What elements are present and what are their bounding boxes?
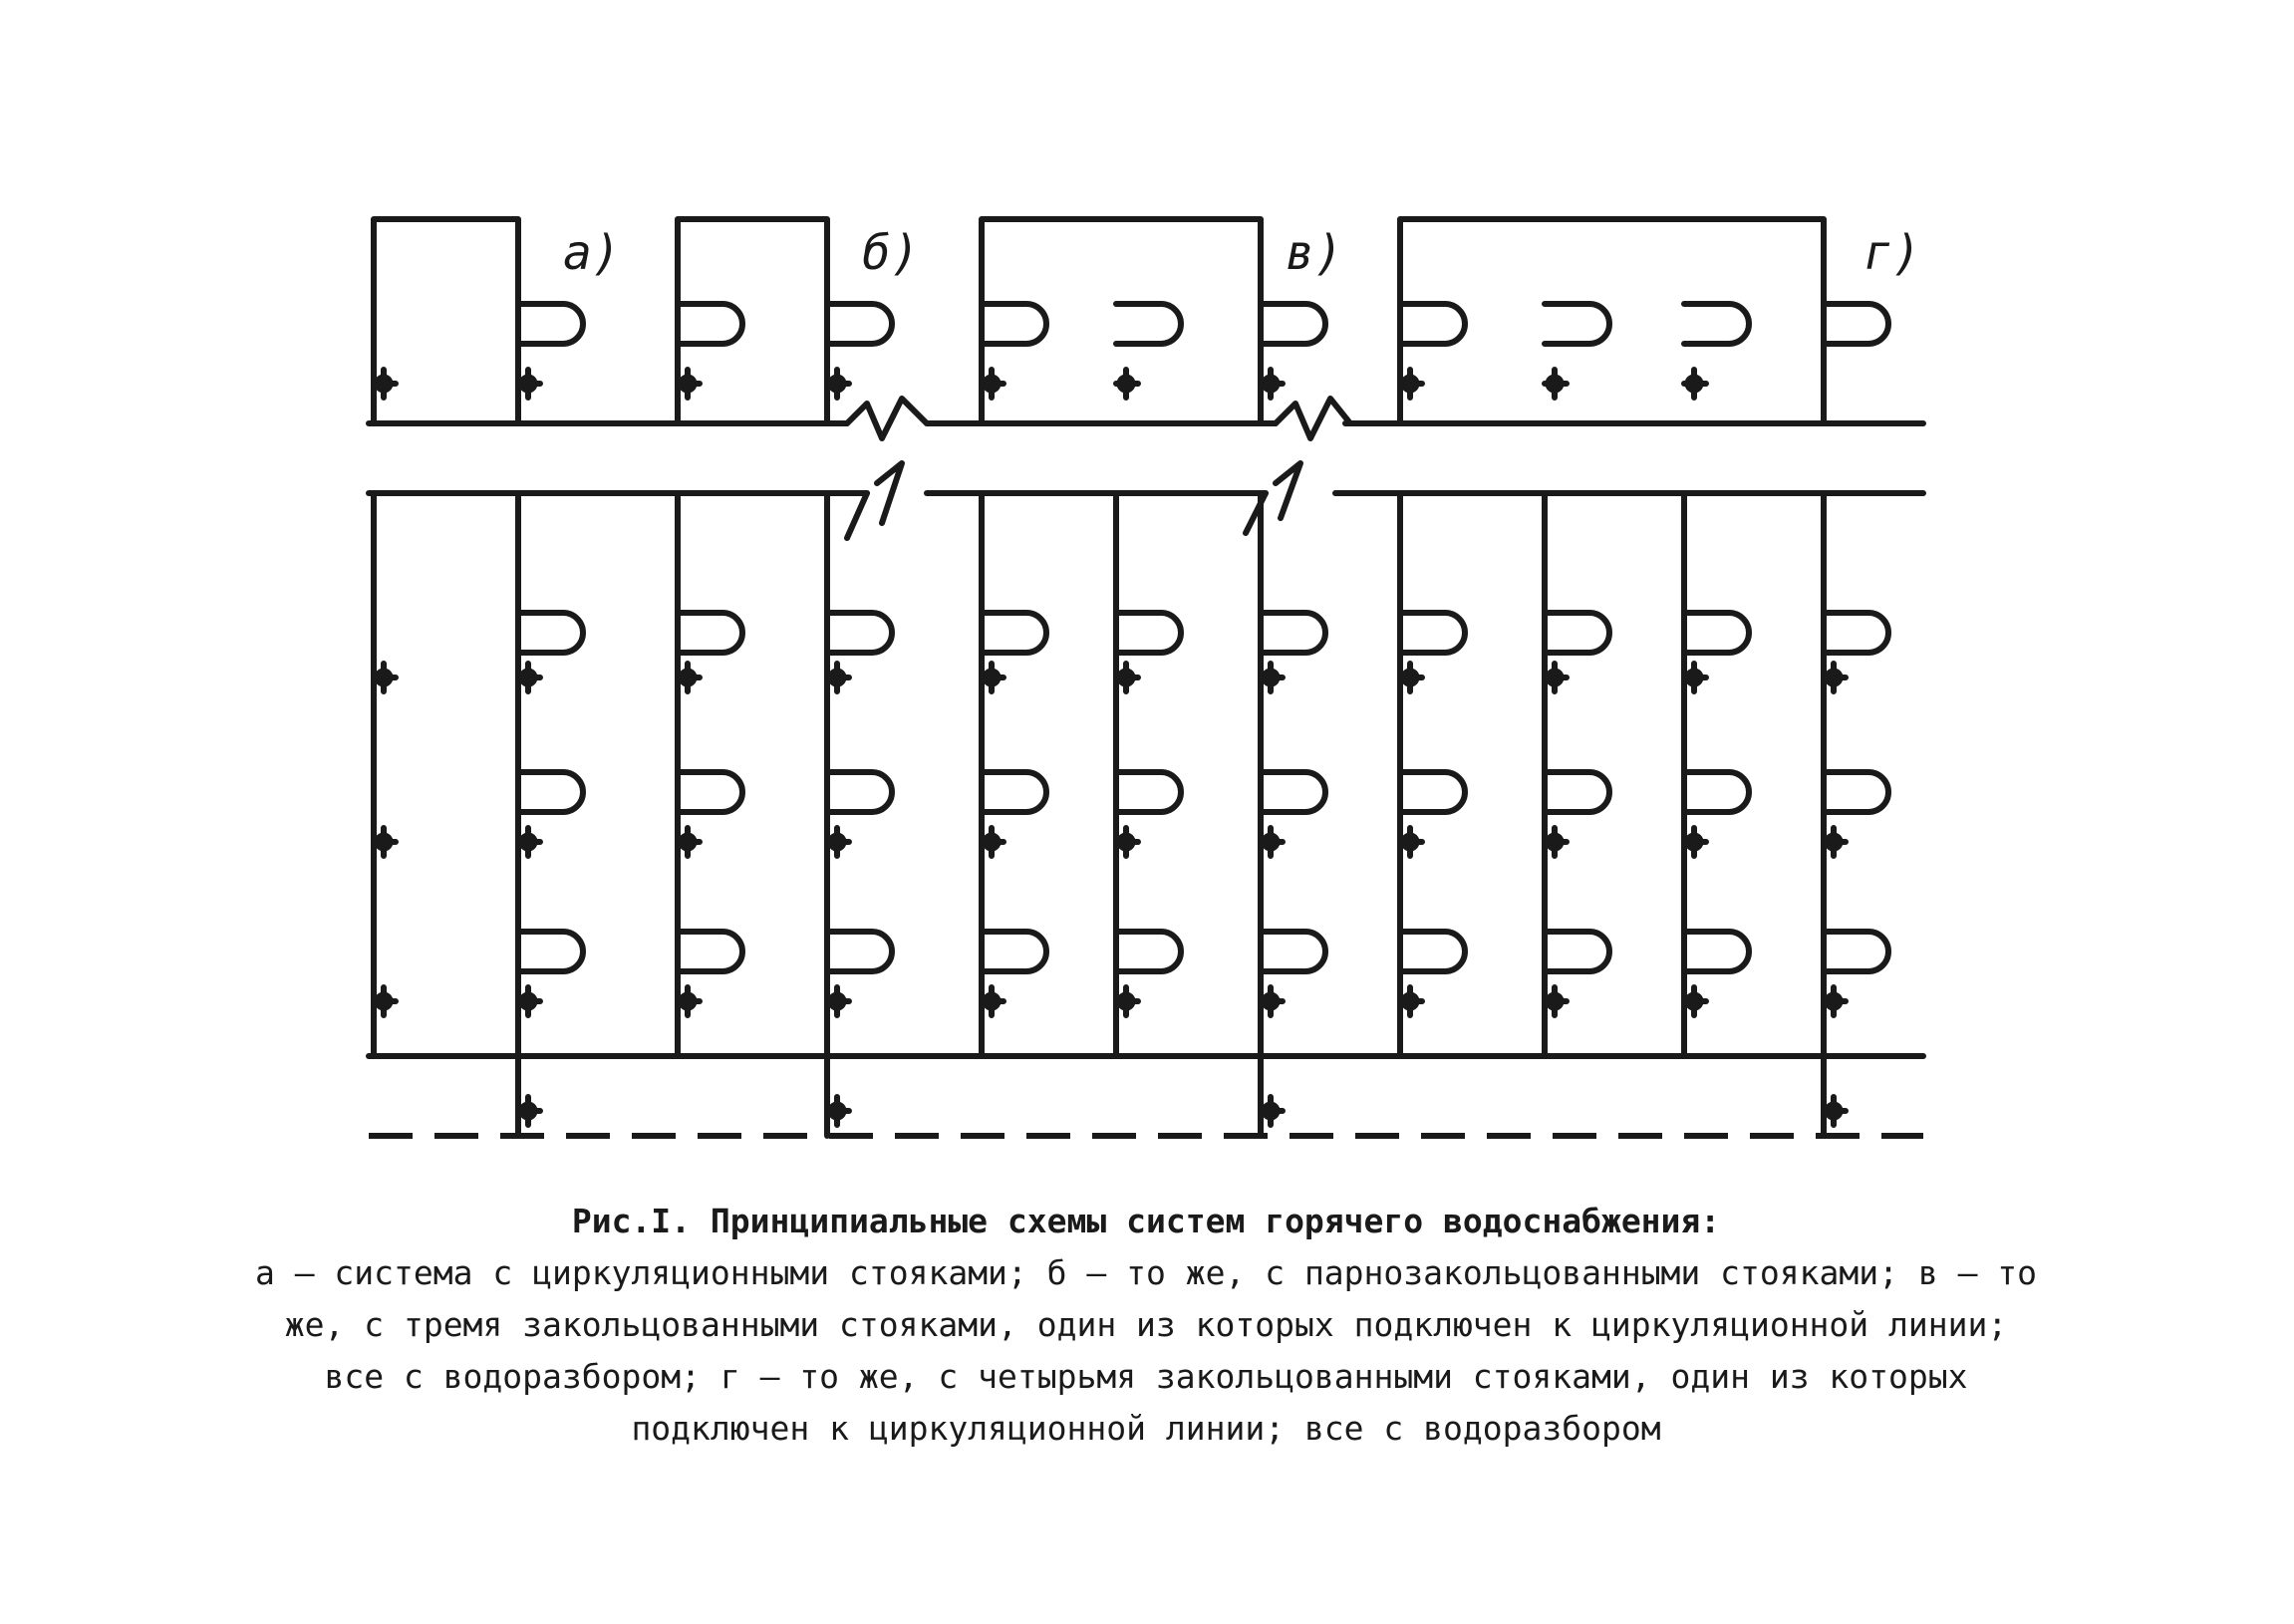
top-loop-6 — [1400, 304, 1465, 344]
riser-loop-10-2 — [1824, 932, 1888, 971]
riser-loop-6-0 — [1261, 613, 1325, 653]
label-scheme-a: а) — [563, 225, 621, 281]
tap-valve-2-0 — [678, 664, 700, 691]
break-mark-1 — [847, 399, 927, 438]
top-loop-9 — [1824, 304, 1888, 344]
riser-loop-1-0 — [518, 613, 583, 653]
figure-caption — [249, 1196, 2043, 1455]
tap-valve-9-1 — [1684, 828, 1706, 856]
pipe-network — [369, 219, 1923, 1136]
tap-valve-4-2 — [982, 987, 1004, 1015]
break-mark-2 — [1276, 399, 1350, 438]
tap-valve-8-0 — [1545, 664, 1567, 691]
tap-valve-2-1 — [678, 828, 700, 856]
caption-title: Рис.I. Принципиальные схемы систем горячего водоснабжения: — [571, 1202, 1721, 1240]
top-tap-valve-0 — [374, 370, 396, 398]
riser-loop-9-2 — [1684, 932, 1749, 971]
riser-loop-3-1 — [827, 772, 892, 812]
tap-valve-6-0 — [1261, 664, 1283, 691]
riser-loop-4-0 — [982, 613, 1046, 653]
tap-valve-7-1 — [1400, 828, 1422, 856]
top-loop-7 — [1545, 304, 1609, 344]
top-tap-valve-1 — [518, 370, 540, 398]
riser-loop-5-2 — [1116, 932, 1181, 971]
riser-loop-3-2 — [827, 932, 892, 971]
riser-loop-5-1 — [1116, 772, 1181, 812]
riser-loop-6-1 — [1261, 772, 1325, 812]
tap-valve-2-2 — [678, 987, 700, 1015]
tap-valve-0-0 — [374, 664, 396, 691]
scheme-labels — [563, 225, 1921, 281]
tap-valve-4-0 — [982, 664, 1004, 691]
top-frame-a — [374, 219, 518, 423]
return-valve-1 — [827, 1097, 849, 1125]
return-valve-0 — [518, 1097, 540, 1125]
tap-valve-1-1 — [518, 828, 540, 856]
tap-valve-10-2 — [1824, 987, 1846, 1015]
tap-valve-8-2 — [1545, 987, 1567, 1015]
tap-valve-10-0 — [1824, 664, 1846, 691]
top-loop-2 — [827, 304, 892, 344]
riser-loop-7-0 — [1400, 613, 1465, 653]
top-frame-v — [982, 219, 1261, 423]
tap-valve-6-2 — [1261, 987, 1283, 1015]
tap-valve-7-2 — [1400, 987, 1422, 1015]
top-tap-valve-4 — [982, 370, 1004, 398]
tap-valve-4-1 — [982, 828, 1004, 856]
riser-loop-9-1 — [1684, 772, 1749, 812]
tap-valve-8-1 — [1545, 828, 1567, 856]
riser-loop-9-0 — [1684, 613, 1749, 653]
tap-valve-5-2 — [1116, 987, 1138, 1015]
tap-valve-3-2 — [827, 987, 849, 1015]
label-scheme-b: б) — [862, 225, 920, 281]
break-mark-3 — [847, 463, 902, 538]
top-loop-0 — [518, 304, 583, 344]
riser-loop-1-1 — [518, 772, 583, 812]
tap-valve-5-1 — [1116, 828, 1138, 856]
top-tap-valve-9 — [1684, 370, 1706, 398]
riser-loop-7-2 — [1400, 932, 1465, 971]
riser-loop-4-1 — [982, 772, 1046, 812]
tap-valve-3-0 — [827, 664, 849, 691]
tap-valve-0-1 — [374, 828, 396, 856]
riser-loop-3-0 — [827, 613, 892, 653]
riser-loop-6-2 — [1261, 932, 1325, 971]
riser-loop-10-1 — [1824, 772, 1888, 812]
riser-loop-2-2 — [678, 932, 742, 971]
riser-loop-8-0 — [1545, 613, 1609, 653]
tap-valve-7-0 — [1400, 664, 1422, 691]
tap-valve-10-1 — [1824, 828, 1846, 856]
top-tap-valve-8 — [1545, 370, 1567, 398]
tap-valve-3-1 — [827, 828, 849, 856]
top-loop-8 — [1684, 304, 1749, 344]
top-tap-valve-3 — [827, 370, 849, 398]
label-scheme-g: г) — [1864, 225, 1921, 281]
tap-valve-1-0 — [518, 664, 540, 691]
tap-valve-9-0 — [1684, 664, 1706, 691]
riser-loop-2-1 — [678, 772, 742, 812]
label-scheme-v: в) — [1286, 225, 1343, 281]
top-loop-1 — [678, 304, 742, 344]
caption-body: а – система с циркуляционными стояками; б – то же, с парнозакольцованными стояками; в – то же, с тремя закольцованными стояками, один из которых подключен к циркуляционной линии; все с водоразбором; г – то же, с четырьмя закольцованными стояками, один из которых подключен к циркуляционной линии; все с водоразбором — [254, 1253, 2038, 1448]
riser-loop-7-1 — [1400, 772, 1465, 812]
riser-loop-8-2 — [1545, 932, 1609, 971]
tap-valve-9-2 — [1684, 987, 1706, 1015]
riser-loop-5-0 — [1116, 613, 1181, 653]
top-frame-b — [678, 219, 827, 423]
top-tap-valve-5 — [1116, 370, 1138, 398]
riser-loop-1-2 — [518, 932, 583, 971]
return-valve-3 — [1824, 1097, 1846, 1125]
top-loop-3 — [982, 304, 1046, 344]
break-mark-4 — [1246, 463, 1300, 533]
top-loop-5 — [1261, 304, 1325, 344]
return-valve-2 — [1261, 1097, 1283, 1125]
tap-valve-0-2 — [374, 987, 396, 1015]
riser-loop-8-1 — [1545, 772, 1609, 812]
riser-loop-10-0 — [1824, 613, 1888, 653]
tap-valve-5-0 — [1116, 664, 1138, 691]
top-tap-valve-6 — [1261, 370, 1283, 398]
tap-valve-1-2 — [518, 987, 540, 1015]
top-tap-valve-7 — [1400, 370, 1422, 398]
tap-valve-6-1 — [1261, 828, 1283, 856]
top-tap-valve-2 — [678, 370, 700, 398]
riser-loop-2-0 — [678, 613, 742, 653]
riser-loop-4-2 — [982, 932, 1046, 971]
top-loop-4 — [1116, 304, 1181, 344]
